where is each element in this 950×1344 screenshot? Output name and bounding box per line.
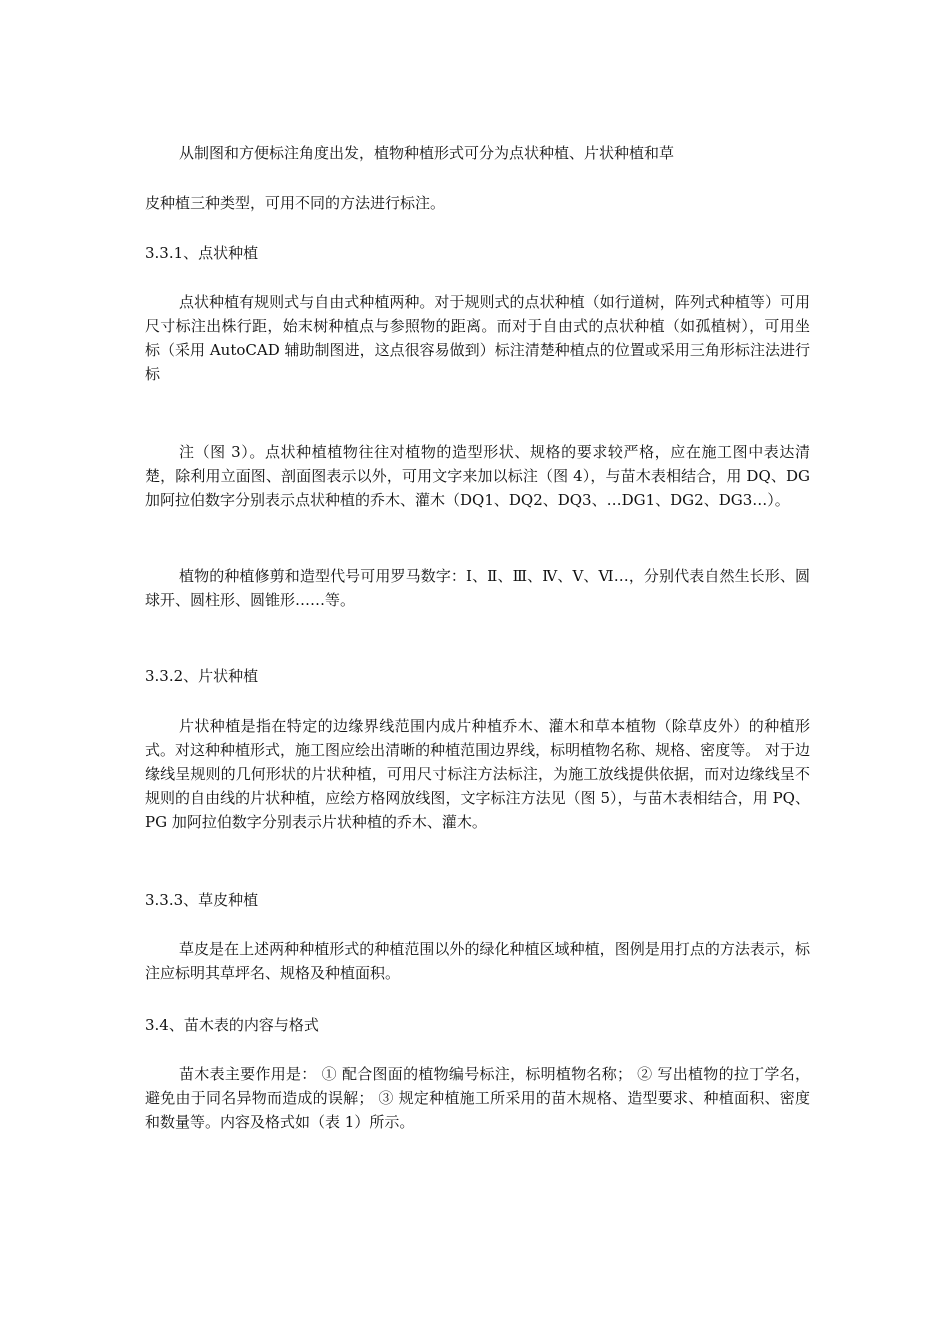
- turf-planting-paragraph: 草皮是在上述两种种植形式的种植范围以外的绿化种植区域种植，图例是用打点的方法表示，标注应标明其草坪名、规格及种植面积。: [145, 940, 810, 982]
- intro-line-2: 皮种植三种类型，可用不同的方法进行标注。: [145, 194, 446, 212]
- point-planting-paragraph-3: 植物的种植修剪和造型代号可用罗马数字：Ⅰ、Ⅱ、Ⅲ、Ⅳ、Ⅴ、Ⅵ…，分别代表自然生长形、圆球开、圆柱形、圆锥形……等。: [145, 567, 810, 609]
- heading-3-4: 3.4、苗木表的内容与格式: [145, 1016, 319, 1034]
- point-planting-paragraph-1: 点状种植有规则式与自由式种植两种。对于规则式的点状种植（如行道树，阵列式种植等）可用尺寸标注出株行距，始末树种植点与参照物的距离。而对于自由式的点状种植（如孤植树），可用坐标（采用 AutoCAD 辅助制图进，这点很容易做到）标注清楚种植点的位置或采用三角形标注法进行标: [145, 293, 810, 383]
- point-planting-paragraph-2: 注（图 3）。点状种植植物往往对植物的造型形状、规格的要求较严格，应在施工图中表达清楚，除利用立面图、剖面图表示以外，可用文字来加以标注（图 4），与苗木表相结合，用 DQ、DG 加阿拉伯数字分别表示点状种植的乔木、灌木（DQ1、DQ2、DQ3、…DG1、DG2、DG3…）。: [145, 443, 810, 509]
- intro-line-1: 从制图和方便标注角度出发，植物种植形式可分为点状种植、片状种植和草: [179, 144, 675, 162]
- heading-3-3-3: 3.3.3、草皮种植: [145, 891, 259, 909]
- nursery-table-paragraph: 苗木表主要作用是： ① 配合图面的植物编号标注，标明植物名称； ② 写出植物的拉丁学名，避免由于同名异物而造成的误解； ③ 规定种植施工所采用的苗木规格、造型要求、种植面积、密度和数量等。内容及格式如（表 1）所示。: [145, 1065, 810, 1131]
- heading-3-3-1: 3.3.1、点状种植: [145, 244, 259, 262]
- heading-3-3-2: 3.3.2、片状种植: [145, 667, 259, 685]
- patch-planting-paragraph: 片状种植是指在特定的边缘界线范围内成片种植乔木、灌木和草本植物（除草皮外）的种植形式。对这种种植形式，施工图应绘出清晰的种植范围边界线，标明植物名称、规格、密度等。 对于边缘线呈规则的几何形状的片状种植，可用尺寸标注方法标注，为施工放线提供依据，而对边缘线呈不规则的自由线的片状种植，应绘方格网放线图，文字标注方法见（图 5），与苗木表相结合，用 PQ、PG 加阿拉伯数字分别表示片状种植的乔木、灌木。: [145, 717, 810, 831]
